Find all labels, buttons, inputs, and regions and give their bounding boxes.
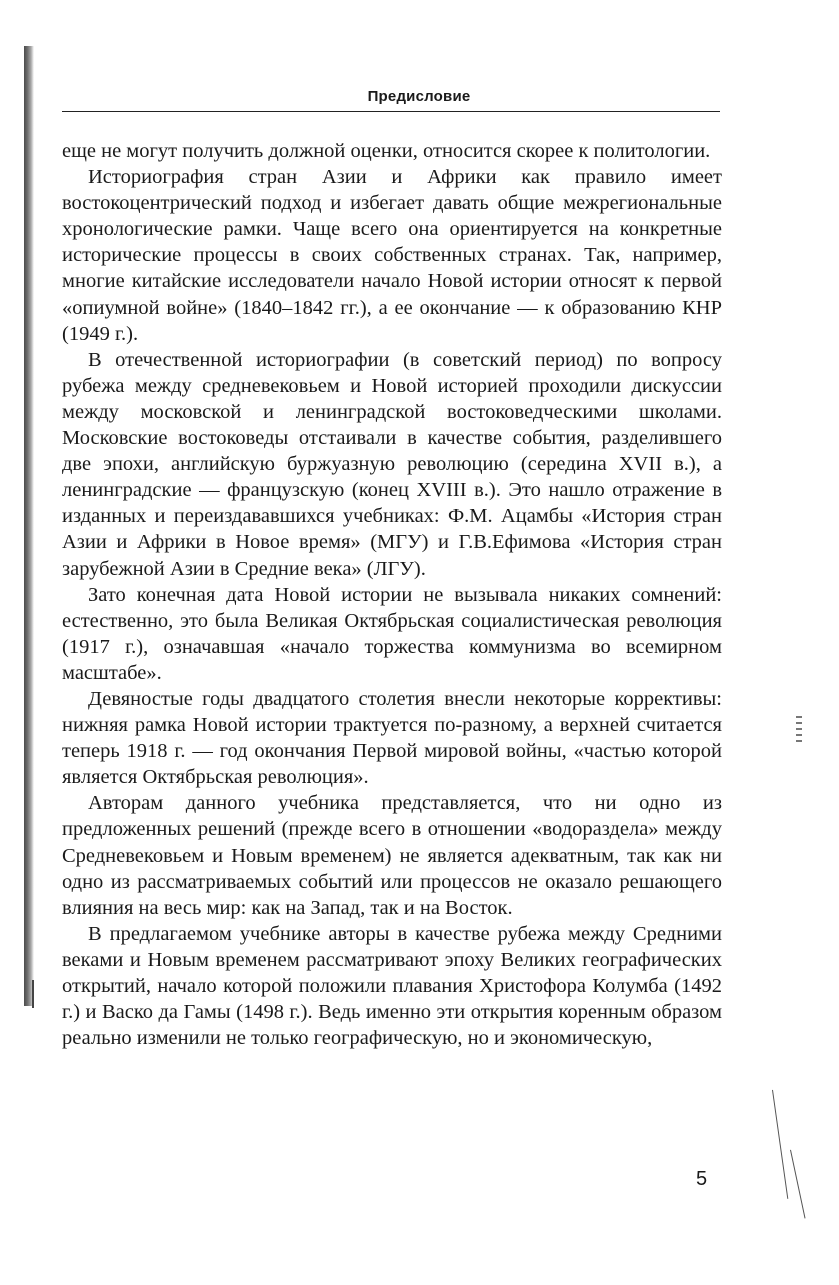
scan-artifact-dots [796,716,802,744]
running-header [62,84,720,112]
page-binding-shadow [24,46,34,1006]
body-text [62,138,722,1051]
paragraph: В отечественной историографии (в советский период) по вопросу рубежа между средневековьем и Новой историей проходили дискуссии между московской и ленинградской востоковедческими школами. Московские востоковеды отстаивали в качестве события, разделившего две эпохи, английскую буржуазную революцию (середина XVII в.), а ленинградские — французскую (конец XVIII в.). Это нашло отражение в изданных и переиздававшихся учебниках: Ф.М. Ацамбы «История стран Азии и Африки в Новое время» (МГУ) и Г.В.Ефимова «История стран зарубежной Азии в Средние века» (ЛГУ). [62,348,722,580]
paragraph: еще не могут получить должной оценки, относится скорее к политологии. [62,140,711,162]
paragraph: Зато конечная дата Новой истории не вызывала никаких сомнений: естественно, это была Великая Октябрьская социалистическая революция (1917 г.), означавшая «начало торжества коммунизма во всемирном масштабе». [62,583,722,684]
paragraph: В предлагаемом учебнике авторы в качестве рубежа между Средними веками и Новым временем рассматривают эпоху Великих географических открытий, начало которой положили плавания Христофора Колумба (1492 г.) и Васко да Гамы (1498 г.). Ведь именно эти открытия коренным образом реально изменили не только географическую, но и экономическую, [62,922,722,1050]
scan-artifact-line [772,1090,788,1199]
paragraph: Авторам данного учебника представляется, что ни одно из предложенных решений (прежде всего в отношении «водораздела» между Средневековьем и Новым временем) не является адекватным, так как ни одно из рассматриваемых событий или процессов не оказало решающего влияния на весь мир: как на Запад, так и на Восток. [62,792,722,919]
running-header-title: Предисловие [367,88,471,105]
paragraph: Историография стран Азии и Африки как правило имеет востокоцентрический подход и избегает давать общие межрегиональные хронологические рамки. Чаще всего она ориентируется на конкретные исторические процессы в своих собственных странах. Так, например, многие китайские исследователи начало Новой истории относят к первой «опиумной войне» (1840–1842 гг.), а ее окончание — к образованию КНР (1949 г.). [62,166,722,345]
scan-artifact-line [790,1150,806,1219]
page-number: 5 [696,1168,708,1190]
paragraph: Девяностые годы двадцатого столетия внесли некоторые коррективы: нижняя рамка Новой истории трактуется по-разному, а верхней считается теперь 1918 г. — год окончания Первой мировой войны, «частью которой является Октябрьская революция». [62,687,722,789]
page-binding-mark [32,980,34,1008]
